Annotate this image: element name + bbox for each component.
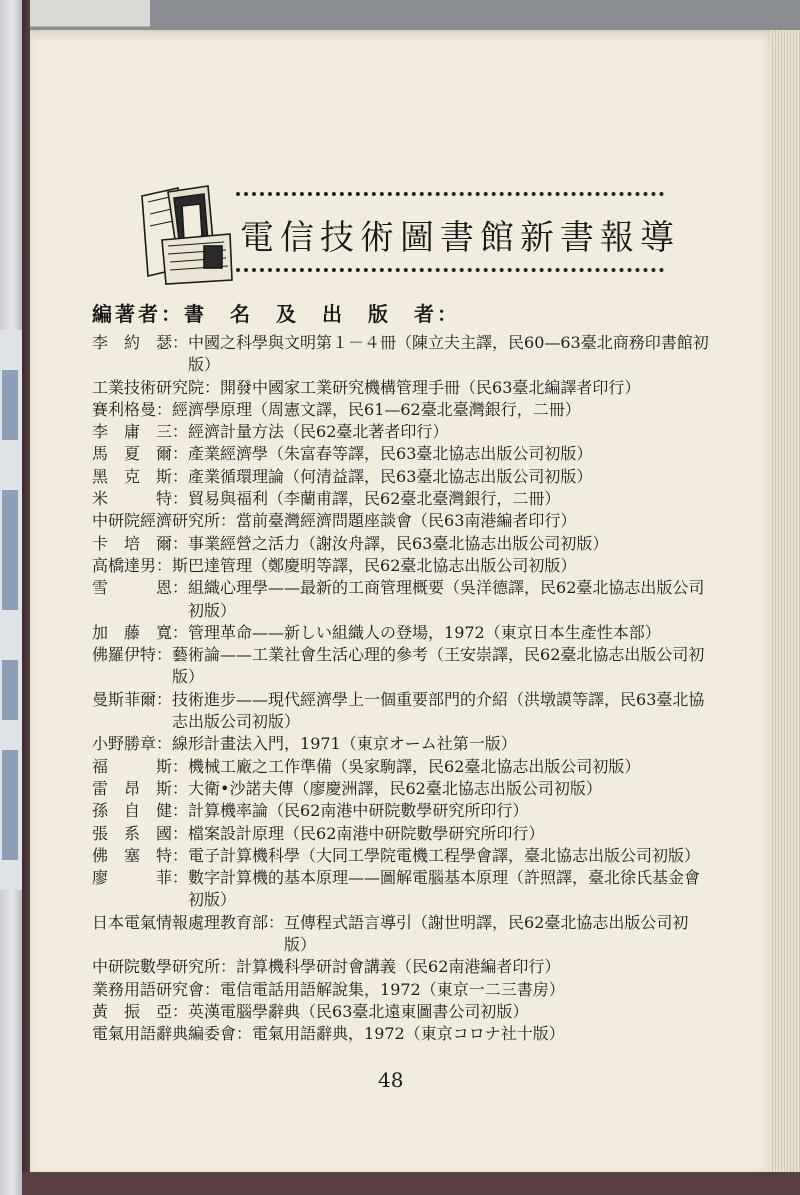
entry-author: 中研院數學研究所：: [92, 957, 237, 977]
book-entry: [92, 510, 712, 532]
entry-title: 檔案設計原理（民62南港中研院數學研究所印行）: [188, 823, 545, 843]
entry-author: 中研院經濟研究所：: [92, 511, 237, 531]
book-entry: [92, 332, 712, 377]
book-entry: [92, 689, 712, 734]
entry-author: 業務用語研究會：: [92, 979, 221, 999]
entry-title: 組織心理學——最新的工商管理概要（吳洋德譯，民62臺北協志出版公司初版）: [188, 578, 705, 620]
book-list: [92, 332, 712, 1046]
entry-title: 中國之科學與文明第１－４冊（陳立夫主譯，民60—63臺北商務印書館初版）: [188, 333, 709, 375]
entry-title: 電氣用語辭典，1972（東京コロナ社十版）: [252, 1024, 565, 1044]
entry-title: 數字計算機的基本原理——圖解電腦基本原理（許照譯，臺北徐氏基金會初版）: [188, 868, 701, 910]
entry-author: 雪 恩：: [92, 578, 189, 598]
entry-author: 電氣用語辭典編委會：: [92, 1024, 253, 1044]
entry-author: 李 庸 三：: [92, 422, 189, 442]
book-entry: [92, 577, 712, 622]
entry-title: 英漢電腦學辭典（民63臺北遠東圖書公司初版）: [188, 1001, 529, 1021]
entry-title: 計算機率論（民62南港中研院數學研究所印行）: [188, 801, 529, 821]
book-entry: [92, 488, 712, 510]
entry-title: 經濟計量方法（民62臺北著者印行）: [188, 422, 449, 442]
book-entry: [92, 443, 712, 465]
book-entry: [92, 533, 712, 555]
entry-author: 佛羅伊特：: [92, 645, 173, 665]
entry-author: 小野勝章：: [92, 734, 173, 754]
books-illustration-icon: [138, 182, 234, 286]
book-entry: [92, 956, 712, 978]
entry-author: 米 特：: [92, 489, 189, 509]
entry-author: 日本電氣情報處理教育部：: [92, 912, 285, 932]
book-entry: [92, 1023, 712, 1045]
entry-author: 卡 培 爾：: [92, 533, 189, 553]
entry-author: 高橋達男：: [92, 555, 173, 575]
entry-title: 互傳程式語言導引（謝世明譯，民62臺北協志出版公司初版）: [284, 912, 689, 955]
entry-author: 加 藤 寬：: [92, 622, 189, 642]
book-entry: [92, 421, 712, 443]
book-entry: [92, 644, 712, 689]
entry-title: 產業經濟學（朱富春等譯，民63臺北協志出版公司初版）: [188, 444, 593, 464]
list-heading: 編著者：書 名 及 出 版 者：: [92, 302, 460, 326]
entry-title: 線形計畫法入門，1971（東京オーム社第一版）: [172, 734, 517, 754]
book-entry: [92, 867, 712, 912]
entry-title: 開發中國家工業研究機構管理手冊（民63臺北編譯者印行）: [220, 377, 641, 397]
entry-title: 產業循環理論（何清益譯，民63臺北協志出版公司初版）: [188, 466, 593, 486]
book-entry: [92, 800, 712, 822]
entry-author: 賽利格曼：: [92, 399, 173, 419]
entry-author: 馬 夏 爾：: [92, 444, 189, 464]
banner-bottom-rule: [236, 268, 664, 272]
entry-title: 電子計算機科學（大同工學院電機工程學會譯，臺北協志出版公司初版）: [188, 845, 701, 865]
entry-author: 張 系 國：: [92, 823, 189, 843]
book-entry: [92, 823, 712, 845]
page-number: 48: [378, 1068, 404, 1092]
adjacent-page-print: [0, 330, 22, 890]
entry-title: 管理革命——新しい組織人の登場，1972（東京日本生產性本部）: [188, 622, 661, 642]
book-entry: [92, 466, 712, 488]
paper-tab: [30, 0, 150, 27]
book-entry: [92, 912, 712, 957]
book-entry: [92, 622, 712, 644]
entry-title: 經濟學原理（周憲文譯，民61—62臺北臺灣銀行，二冊）: [172, 399, 581, 419]
entry-title: 電信電話用語解說集，1972（東京一二三書房）: [220, 979, 565, 999]
entry-title: 藝術論——工業社會生活心理的參考（王安崇譯，民62臺北協志出版公司初版）: [172, 645, 705, 687]
entry-author: 黑 克 斯：: [92, 466, 189, 486]
entry-author: 曼斯菲爾：: [92, 689, 173, 709]
entry-author: 黃 振 亞：: [92, 1001, 189, 1021]
entry-author: 工業技術研究院：: [92, 377, 221, 397]
book-entry: [92, 555, 712, 577]
entry-title: 斯巴達管理（鄭慶明等譯，民62臺北協志出版公司初版）: [172, 555, 577, 575]
entry-title: 技術進步——現代經濟學上一個重要部門的介紹（洪墩謨等譯，民63臺北協志出版公司初版）: [172, 689, 705, 732]
entry-author: 佛 塞 特：: [92, 845, 189, 865]
entry-author: 李 約 瑟：: [92, 333, 189, 352]
entry-title: 事業經營之活力（謝汝舟譯，民63臺北協志出版公司初版）: [188, 533, 609, 553]
book-cover-edge: [22, 1172, 800, 1195]
book-entry: [92, 377, 712, 399]
book-entry: [92, 733, 712, 755]
book-entry: [92, 979, 712, 1001]
entry-title: 貿易與福利（李蘭甫譯，民62臺北臺灣銀行，二冊）: [188, 489, 561, 509]
book-entry: [92, 399, 712, 421]
book-entry: [92, 845, 712, 867]
entry-title: 機械工廠之工作準備（吳家駒譯，民62臺北協志出版公司初版）: [188, 756, 641, 776]
book-entry: [92, 1001, 712, 1023]
entry-author: 廖 菲：: [92, 868, 189, 888]
entry-title: 大衛•沙諾夫傳（廖慶洲譯，民62臺北協志出版公司初版）: [188, 778, 602, 798]
entry-title: 當前臺灣經濟問題座談會（民63南港編者印行）: [236, 511, 577, 531]
page-edges: [770, 30, 800, 1175]
entry-author: 孫 自 健：: [92, 801, 189, 821]
entry-author: 福 斯：: [92, 756, 189, 776]
entry-author: 雷 昂 斯：: [92, 778, 189, 798]
book-entry: [92, 756, 712, 778]
banner-title: 電信技術圖書館新書報導: [240, 218, 680, 258]
entry-title: 計算機科學研討會講義（民62南港編者印行）: [236, 957, 561, 977]
book-entry: [92, 778, 712, 800]
book-spine-edge: [22, 0, 30, 1195]
banner-top-rule: [236, 192, 664, 196]
